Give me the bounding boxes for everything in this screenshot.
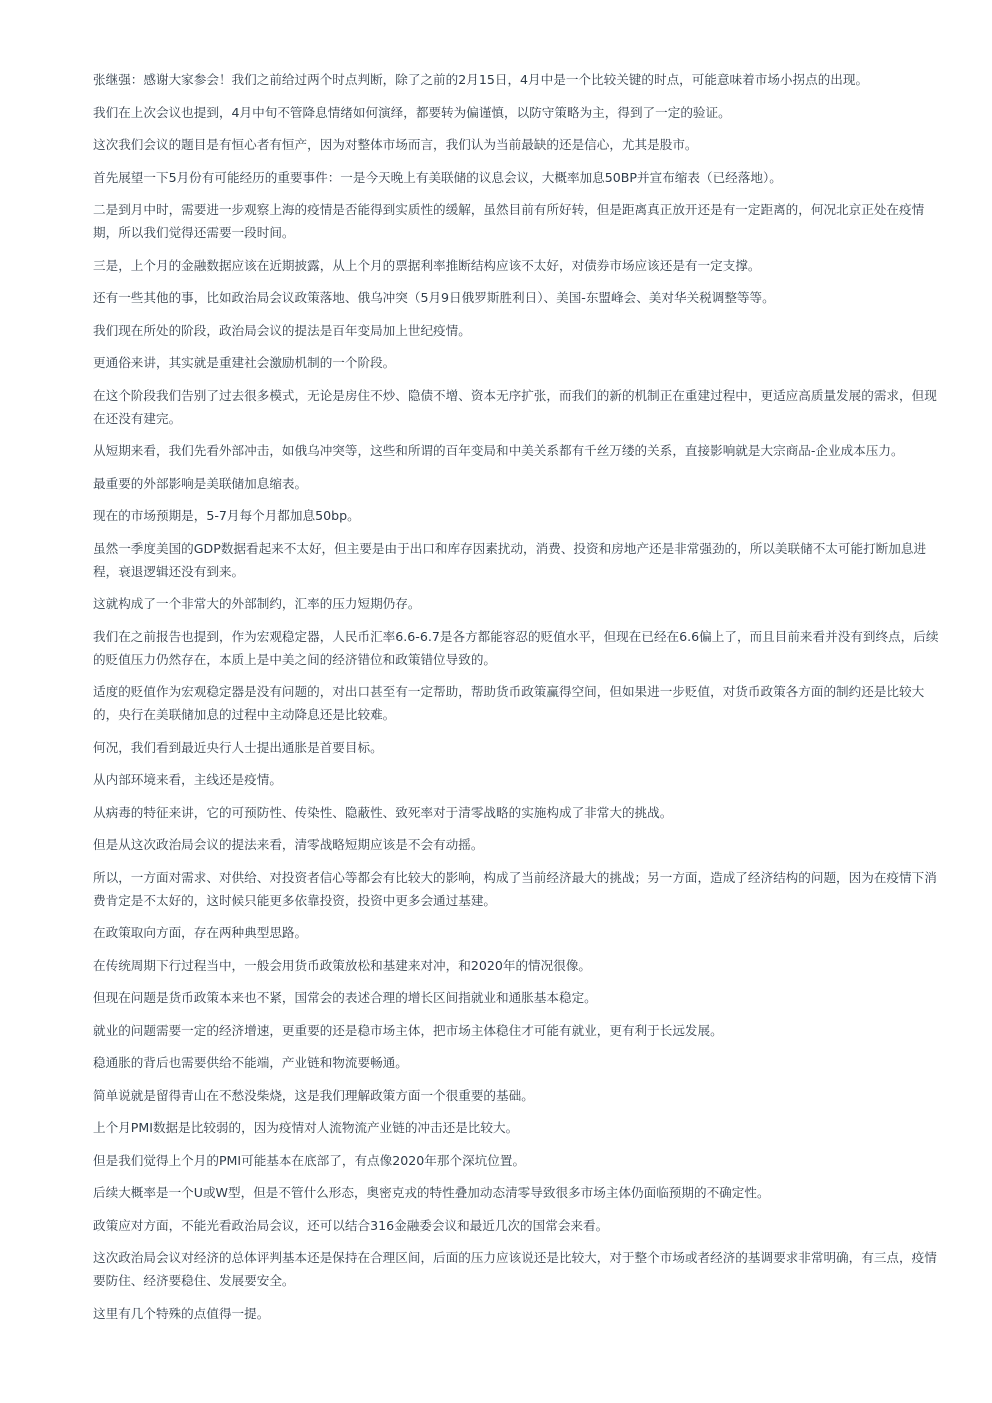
paragraph: 这就构成了一个非常大的外部制约，汇率的压力短期仍存。 (93, 596, 421, 611)
paragraph: 虽然一季度美国的GDP数据看起来不太好，但主要是由于出口和库存因素扰动，消费、投资和房地产还是非常强劲的，所以美联储不太可能打断加息进程，衰退逻辑还没有到来。 (93, 540, 927, 579)
paragraph: 三是，上个月的金融数据应该在近期披露，从上个月的票据利率推断结构应该不太好，对债券市场应该还是有一定支撑。 (93, 257, 761, 273)
paragraph: 何况，我们看到最近央行人士提出通胀是首要目标。 (93, 739, 383, 755)
paragraph: 从内部环境来看，主线还是疫情。 (93, 772, 282, 787)
paragraph: 这里有几个特殊的点值得一提。 (93, 1305, 270, 1321)
paragraph: 还有一些其他的事，比如政治局会议政策落地、俄乌冲突（5月9日俄罗斯胜利日）、美国-东盟峰会、美对华关税调整等等。 (93, 290, 775, 305)
paragraph: 稳通胀的背后也需要供给不能端，产业链和物流要畅通。 (93, 1055, 408, 1070)
paragraph: 最重要的外部影响是美联储加息缩表。 (93, 475, 308, 491)
paragraph: 但是我们觉得上个月的PMI可能基本在底部了，有点像2020年那个深坑位置。 (93, 1152, 526, 1168)
paragraph: 首先展望一下5月份有可能经历的重要事件：一是今天晚上有美联储的议息会议，大概率加息50BP并宣布缩表（已经落地）。 (93, 169, 782, 185)
paragraph: 这次我们会议的题目是有恒心者有恒产，因为对整体市场而言，我们认为当前最缺的还是信心，尤其是股市。 (93, 137, 698, 152)
paragraph: 在政策取向方面，存在两种典型思路。 (93, 925, 308, 940)
paragraph: 二是到月中时，需要进一步观察上海的疫情是否能得到实质性的缓解，虽然目前有所好转，但是距离真正放开还是有一定距离的，何况北京正处在疫情期，所以我们觉得还需要一段时间。 (93, 202, 925, 240)
paragraph: 在传统周期下行过程当中，一般会用货币政策放松和基建来对冲，和2020年的情况很像。 (93, 957, 592, 973)
paragraph: 简单说就是留得青山在不愁没柴烧，这是我们理解政策方面一个很重要的基础。 (93, 1087, 534, 1103)
paragraph: 我们在之前报告也提到，作为宏观稳定器，人民币汇率6.6-6.7是各方都能容忍的贬值水平，但现在已经在6.6偏上了，而且目前来看并没有到终点，后续的贬值压力仍然存在，本质上是中美之间的经济错位和政策错位导致的。 (93, 628, 939, 667)
paragraph: 政策应对方面，不能光看政治局会议，还可以结合316金融委会议和最近几次的国常会来看。 (93, 1217, 609, 1233)
paragraph: 现在的市场预期是，5-7月每个月都加息50bp。 (93, 508, 360, 523)
paragraph: 张继强：感谢大家参会！我们之前给过两个时点判断，除了之前的2月15日，4月中是一个比较关键的时点，可能意味着市场小拐点的出现。 (93, 72, 869, 87)
paragraph: 从短期来看，我们先看外部冲击，如俄乌冲突等，这些和所谓的百年变局和中美关系都有千丝万缕的关系，直接影响就是大宗商品-企业成本压力。 (93, 443, 904, 458)
paragraph: 但是从这次政治局会议的提法来看，清零战略短期应该是不会有动摇。 (93, 837, 484, 852)
paragraph: 我们在上次会议也提到，4月中旬不管降息情绪如何演绎，都要转为偏谨慎，以防守策略为主，得到了一定的验证。 (93, 104, 731, 120)
paragraph: 所以，一方面对需求、对供给、对投资者信心等都会有比较大的影响，构成了当前经济最大的挑战；另一方面，造成了经济结构的问题，因为在疫情下消费肯定是不太好的，这时候只能更多依靠投资，投资中更多会通过基建。 (93, 869, 937, 908)
paragraph: 这次政治局会议对经济的总体评判基本还是保持在合理区间，后面的压力应该说还是比较大，对于整个市场或者经济的基调要求非常明确，有三点，疫情要防住、经济要稳住、发展要安全。 (93, 1250, 937, 1288)
paragraph: 后续大概率是一个U或W型，但是不管什么形态，奥密克戎的特性叠加动态清零导致很多市场主体仍面临预期的不确定性。 (93, 1185, 770, 1200)
paragraph: 上个月PMI数据是比较弱的，因为疫情对人流物流产业链的冲击还是比较大。 (93, 1120, 519, 1135)
paragraph: 我们现在所处的阶段，政治局会议的提法是百年变局加上世纪疫情。 (93, 322, 471, 338)
paragraph: 更通俗来讲，其实就是重建社会激励机制的一个阶段。 (93, 355, 396, 370)
paragraph: 适度的贬值作为宏观稳定器是没有问题的，对出口甚至有一定帮助，帮助货币政策赢得空间，但如果进一步贬值，对货币政策各方面的制约还是比较大的，央行在美联储加息的过程中主动降息还是比较难。 (93, 684, 925, 722)
paragraph: 就业的问题需要一定的经济增速，更重要的还是稳市场主体，把市场主体稳住才可能有就业，更有利于长远发展。 (93, 1022, 723, 1038)
paragraph: 在这个阶段我们告别了过去很多模式，无论是房住不炒、隐债不增、资本无序扩张，而我们的新的机制正在重建过程中，更适应高质量发展的需求，但现在还没有建完。 (93, 387, 937, 426)
paragraph: 从病毒的特征来讲，它的可预防性、传染性、隐蔽性、致死率对于清零战略的实施构成了非常大的挑战。 (93, 804, 673, 820)
paragraph: 但现在问题是货币政策本来也不紧，国常会的表述合理的增长区间指就业和通胀基本稳定。 (93, 990, 597, 1005)
document-body (93, 68, 945, 1334)
